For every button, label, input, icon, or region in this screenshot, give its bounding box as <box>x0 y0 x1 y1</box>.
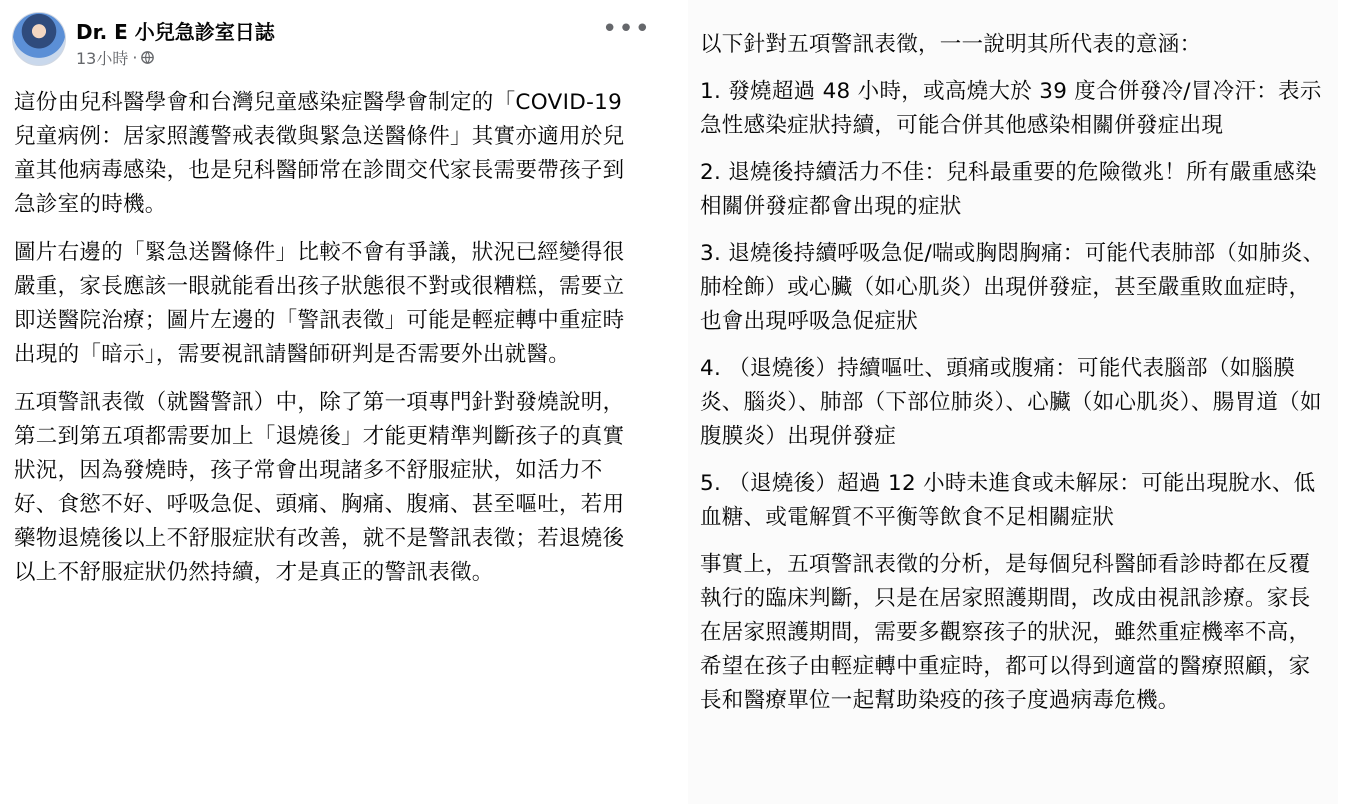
list-item: 3. 退燒後持續呼吸急促/喘或胸悶胸痛：可能代表肺部（如肺炎、肺栓飾）或心臟（如心肌炎）出現併發症，甚至嚴重敗血症時，也會出現呼吸急促症狀 <box>700 241 1325 334</box>
post-timestamp[interactable]: 13小時 <box>76 49 129 68</box>
paragraph: 圖片右邊的「緊急送醫條件」比較不會有爭議，狀況已經變得很嚴重，家長應該一眼就能看出孩子狀態很不對或很糟糕，需要立即送醫院治療；圖片左邊的「警訊表徵」可能是輕症轉中重症時出現的「暗示」，需要視訊請醫師研判是否需要外出就醫。 <box>14 240 625 367</box>
list-item: 2. 退燒後持續活力不佳：兒科最重要的危險徵兆！所有嚴重感染相關併發症都會出現的症狀 <box>700 160 1317 219</box>
list-item: 4. （退燒後）持續嘔吐、頭痛或腹痛：可能代表腦部（如腦膜炎、腦炎）、肺部（下部位肺炎）、心臟（如心肌炎）、腸胃道（如腹膜炎）出現併發症 <box>700 356 1322 449</box>
meta-separator: · <box>132 48 138 67</box>
post-right-column <box>688 0 1338 804</box>
paragraph: 五項警訊表徵（就醫警訊）中，除了第一項專門針對發燒說明，第二到第五項都需要加上「退燒後」才能更精準判斷孩子的真實狀況，因為發燒時，孩子常會出現諸多不舒服症狀，如活力不好、食慾不好、呼吸急促、頭痛、胸痛、腹痛、甚至嘔吐，若用藥物退燒後以上不舒服症狀有改善，就不是警訊表徵；若退燒後以上不舒服症狀仍然持續，才是真正的警訊表徵。 <box>14 390 625 585</box>
list-item: 1. 發燒超過 48 小時，或高燒大於 39 度合併發冷/冒冷汗：表示急性感染症狀持續，可能合併其他感染相關併發症出現 <box>700 79 1322 138</box>
post-text-left <box>14 86 640 604</box>
more-options-icon[interactable]: ••• <box>602 14 652 44</box>
post-header <box>12 8 652 68</box>
paragraph: 事實上，五項警訊表徵的分析，是每個兒科醫師看診時都在反覆執行的臨床判斷，只是在居家照護期間，改成由視訊診療。家長在居家照護期間，需要多觀察孩子的狀況，雖然重症機率不高，希望在孩子由輕症轉中重症時，都可以得到適當的醫療照顧，家長和醫療單位一起幫助染疫的孩子度過病毒危機。 <box>700 552 1311 713</box>
post-text-right <box>700 28 1328 731</box>
post-left-column <box>0 0 650 804</box>
globe-icon <box>141 51 154 64</box>
paragraph: 這份由兒科醫學會和台灣兒童感染症醫學會制定的「COVID-19 兒童病例：居家照護警戒表徵與緊急送醫條件」其實亦適用於兒童其他病毒感染，也是兒科醫師常在診間交代家長需要帶孩子到急診室的時機。 <box>14 90 625 217</box>
post-meta <box>76 46 154 69</box>
list-item: 5. （退燒後）超過 12 小時未進食或未解尿：可能出現脫水、低血糖、或電解質不平衡等飲食不足相關症狀 <box>700 471 1316 530</box>
author-avatar[interactable] <box>12 12 66 66</box>
author-name[interactable]: Dr. E 小兒急診室日誌 <box>76 20 275 44</box>
paragraph: 以下針對五項警訊表徵，一一說明其所代表的意涵： <box>700 32 1202 57</box>
